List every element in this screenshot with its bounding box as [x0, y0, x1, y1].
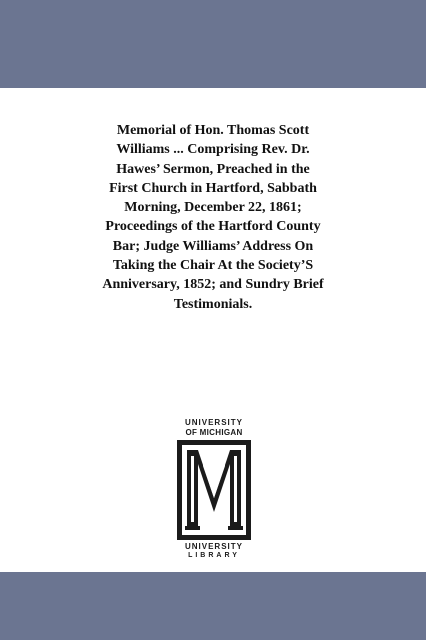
top-color-band	[0, 0, 426, 88]
title-line: First Church in Hartford, Sabbath	[109, 180, 317, 196]
logo-text-university: UNIVERSITY	[184, 418, 243, 427]
title-line: Testimonials.	[173, 296, 253, 312]
university-of-michigan-library-logo	[175, 418, 253, 566]
title-line: Morning, December 22, 1861;	[124, 200, 302, 216]
title-line: Taking the Chair At the Society’S	[112, 258, 314, 274]
logo-text-university-bottom: UNIVERSITY	[184, 542, 243, 551]
logo-text-library: LIBRARY	[188, 552, 240, 559]
book-title	[60, 121, 366, 314]
title-line: Anniversary, 1852; and Sundry Brief	[102, 277, 324, 293]
title-line: Bar; Judge Williams’ Address On	[112, 238, 314, 254]
title-line: Hawes’ Sermon, Preached in the	[116, 161, 310, 177]
logo-text-of-michigan: OF MICHIGAN	[185, 428, 243, 437]
title-line: Memorial of Hon. Thomas Scott	[116, 123, 310, 138]
michigan-m-emblem-icon	[177, 440, 251, 540]
bottom-color-band	[0, 572, 426, 640]
title-line: Williams ... Comprising Rev. Dr.	[116, 142, 310, 158]
title-line: Proceedings of the Hartford County	[105, 219, 321, 235]
